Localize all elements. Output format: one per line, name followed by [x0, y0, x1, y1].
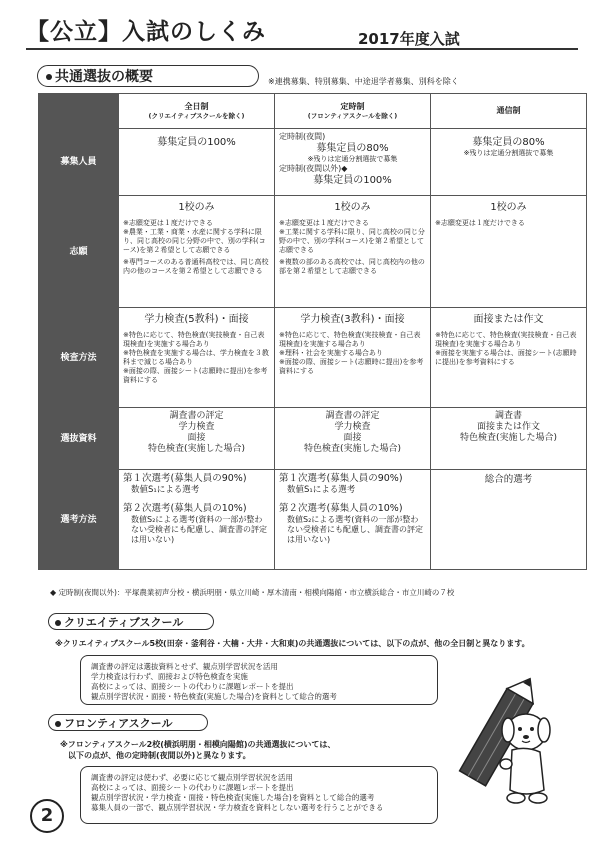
- cell: 第１次選考(募集人員の90%) 数値S₁による選考 第２次選考(募集人員の10%) 数値S₂による選考(資料の一部が整わない受検者にも配慮し、調査書の評定は用いない): [275, 470, 431, 570]
- col-header-tsushin: 通信制: [431, 94, 587, 129]
- section-note: ※連携募集、特別募集、中途退学者募集、別科を除く: [268, 77, 459, 86]
- cell: 募集定員の80% ※残りは定通分割選抜で募集: [431, 129, 587, 196]
- creative-school-heading: クリエイティブスクール: [48, 613, 214, 630]
- table-row: [39, 196, 587, 308]
- cell: 総合的選考: [431, 470, 587, 570]
- table-row: [39, 308, 587, 408]
- cell: 1校のみ ※志願変更は１度だけできる ※農業・工業・商業・水産に関する学科に限り、同じ高校の同じ分野の中で、別の学科(コース)を第２希望として志願できる ※専門コースのある普通科高校では、同じ高校内の他のコースを第２希望として志願できる: [119, 196, 275, 308]
- creative-intro: ※クリエイティブスクール5校(田奈・釜利谷・大楠・大井・大和東)の共通選抜については、以下の点が、他の全日制と異なります。: [55, 639, 530, 648]
- page-header: [0, 0, 603, 60]
- list-item: 調査書の評定は使わず、必要に応じて観点別学習状況を活用: [91, 773, 293, 782]
- cell: 定時制(夜間) 募集定員の80% ※残りは定通分割選抜で募集 定時制(夜間以外)◆ 募集定員の100%: [275, 129, 431, 196]
- cell: 1校のみ ※志願変更は１度だけできる ※工業に関する学科に限り、同じ高校の同じ分野の中で、別の学科(コース)を第２希望として志願できる ※複数の部のある高校では、同じ高校内の他の部を第２希望として志願できる: [275, 196, 431, 308]
- cell: 学力検査(3教科)・面接 ※特色に応じて、特色検査(実技検査・自己表現検査)を実施する場合あり ※理科・社会を実施する場合あり ※面接の際、面接シート(志願時に提出)を参考資料にする: [275, 308, 431, 408]
- title-underline: [26, 48, 578, 50]
- frontier-points-box: [80, 766, 438, 824]
- list-item: 観点別学習状況・学力検査・面接・特色検査(実施した場合)を資料として総合的選考: [91, 793, 375, 802]
- cell: 調査書の評定 学力検査 面接 特色検査(実施した場合): [275, 408, 431, 470]
- list-item: 高校によっては、面接シートの代わりに課題レポートを提出: [91, 783, 294, 792]
- creative-points-box: [80, 655, 438, 705]
- row-header-senbatsu: 選抜資料: [39, 408, 119, 470]
- cell: 募集定員の100%: [119, 129, 275, 196]
- footnote: ◆ 定時制(夜間以外)：平塚農業初声分校・横浜明朋・県立川崎・厚木清南・相模向陽館・市立横浜総合・市立川崎の７校: [50, 588, 455, 597]
- frontier-intro-2: 以下の点が、他の定時制(夜間以外)と異なります。: [68, 751, 251, 760]
- table-row: [39, 129, 587, 196]
- exam-year: 2017年度入試: [358, 30, 460, 48]
- frontier-intro-1: ※フロンティアスクール2校(横浜明朋・相模向陽館)の共通選抜については、: [60, 740, 336, 749]
- cell: 1校のみ ※志願変更は１度だけできる: [431, 196, 587, 308]
- cell: 第１次選考(募集人員の90%) 数値S₁による選考 第２次選考(募集人員の10%) 数値S₂による選考(資料の一部が整わない受検者にも配慮し、調査書の評定は用いない): [119, 470, 275, 570]
- table-header-row: [39, 94, 587, 129]
- table-row: [39, 470, 587, 570]
- section-title: [37, 65, 259, 87]
- page-number: 2: [30, 799, 64, 833]
- bullet-icon: [55, 620, 61, 626]
- row-header-senko: 選考方法: [39, 470, 119, 570]
- list-item: 募集人員の一部で、観点別学習状況・学力検査を資料としない選考を行うことができる: [91, 803, 384, 812]
- row-header-boshu: 募集人員: [39, 129, 119, 196]
- section-title-text: 共通選抜の概要: [55, 69, 153, 85]
- list-item: 学力検査は行わず、面接および特色検査を実施: [91, 672, 248, 681]
- cell: 調査書 面接または作文 特色検査(実施した場合): [431, 408, 587, 470]
- cell: 学力検査(5教科)・面接 ※特色に応じて、特色検査(実技検査・自己表現検査)を実施する場合あり ※特色検査を実施する場合は、学力検査を３教科まで減じる場合あり ※面接の際、面接シート(志願時に提出)を参考資料にする: [119, 308, 275, 408]
- table-row: [39, 408, 587, 470]
- cell: 調査書の評定 学力検査 面接 特色検査(実施した場合): [119, 408, 275, 470]
- list-item: 観点別学習状況・面接・特色検査(実施した場合)を資料として総合的選考: [91, 692, 337, 701]
- dog-pencil-mascot-icon: [452, 672, 562, 822]
- page-title: 【公立】入試のしくみ: [26, 19, 266, 45]
- row-header-kensa: 検査方法: [39, 308, 119, 408]
- cell: 面接または作文 ※特色に応じて、特色検査(実技検査・自己表現検査)を実施する場合あり ※面接を実施する場合は、面接シート(志願時に提出)を参考資料にする: [431, 308, 587, 408]
- col-header-zennichi: 全日制 (クリエイティブスクールを除く): [119, 94, 275, 129]
- frontier-school-heading: フロンティアスクール: [48, 714, 208, 731]
- list-item: 調査書の評定は選抜資料とせず、観点別学習状況を活用: [91, 662, 278, 671]
- overview-table: [38, 93, 587, 570]
- corner-cell: [39, 94, 119, 129]
- row-header-shigan: 志願: [39, 196, 119, 308]
- bullet-icon: [55, 721, 61, 727]
- list-item: 高校によっては、面接シートの代わりに課題レポートを提出: [91, 682, 294, 691]
- bullet-icon: [46, 74, 52, 80]
- col-header-teiji: 定時制 (フロンティアスクールを除く): [275, 94, 431, 129]
